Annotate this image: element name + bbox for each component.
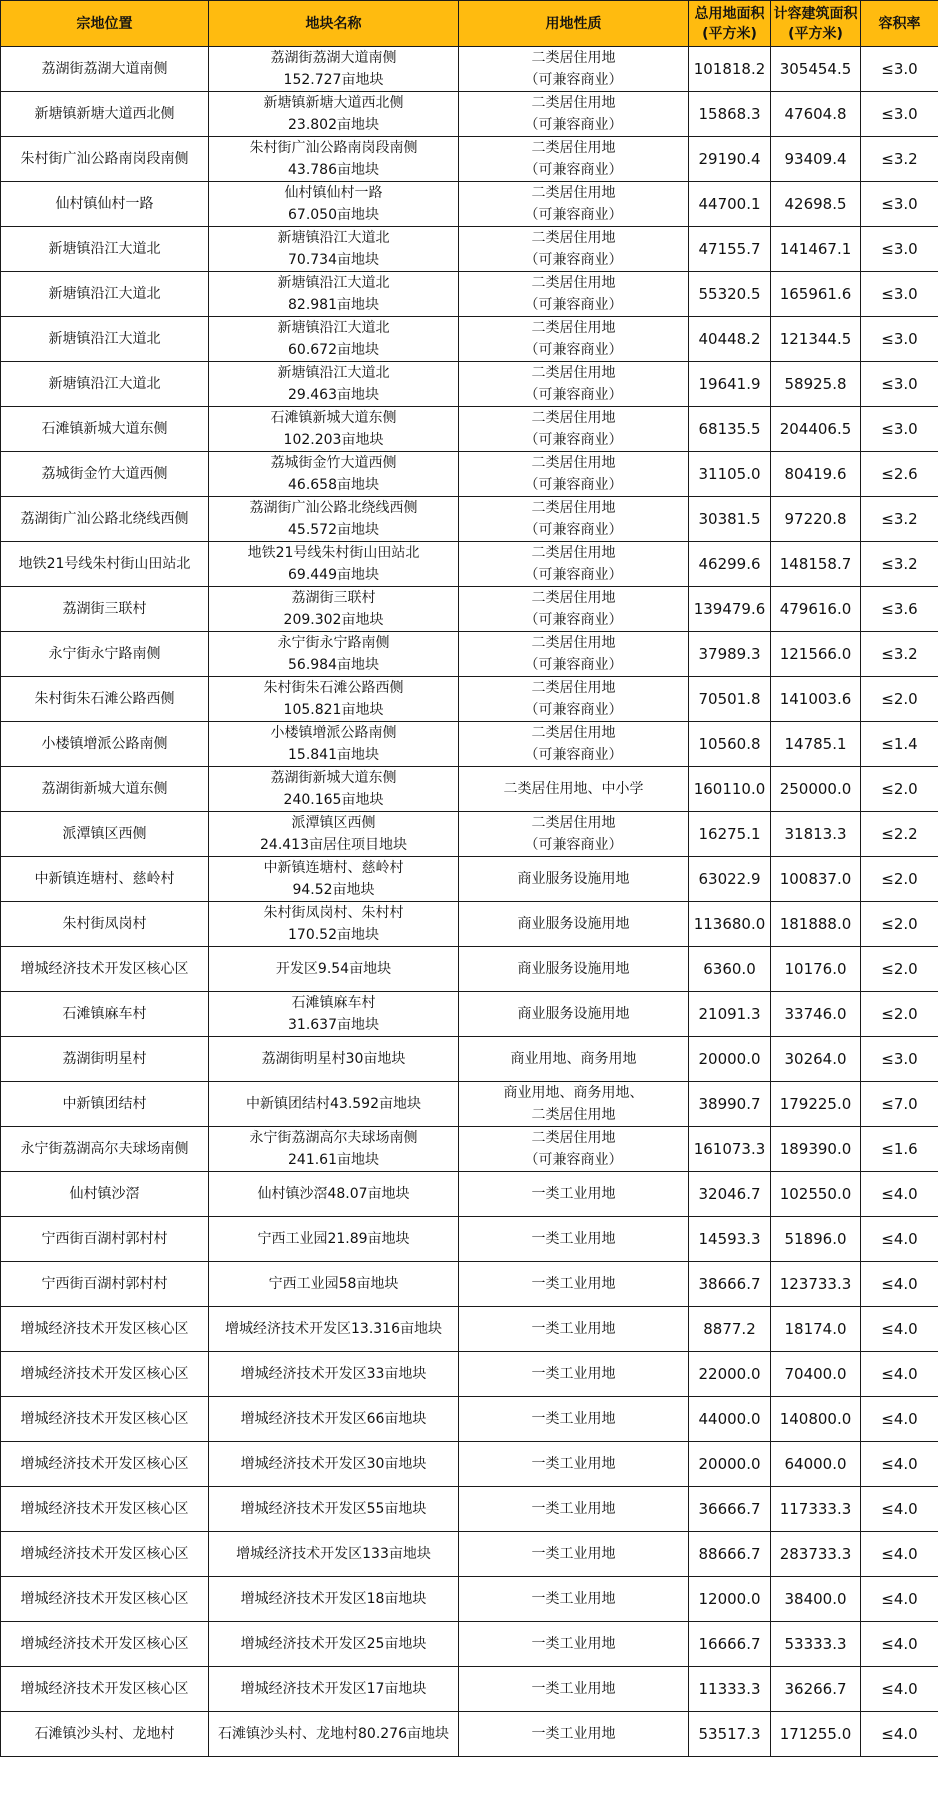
table-row (1, 767, 938, 812)
cell-plot-ratio: ≤2.2 (861, 812, 938, 857)
cell-land-use: 二类居住用地 （可兼容商业） (459, 542, 689, 587)
cell-location: 中新镇连塘村、慈岭村 (1, 857, 209, 902)
cell-total-area: 47155.7 (689, 227, 771, 272)
cell-total-area: 19641.9 (689, 362, 771, 407)
cell-land-use: 二类居住用地 （可兼容商业） (459, 227, 689, 272)
cell-parcel-name: 朱村街广汕公路南岗段南侧 43.786亩地块 (209, 137, 459, 182)
cell-parcel-name: 荔湖街三联村 209.302亩地块 (209, 587, 459, 632)
cell-land-use: 一类工业用地 (459, 1487, 689, 1532)
cell-floor-area: 31813.3 (771, 812, 861, 857)
cell-total-area: 113680.0 (689, 902, 771, 947)
cell-parcel-name: 荔城街金竹大道西侧 46.658亩地块 (209, 452, 459, 497)
cell-total-area: 161073.3 (689, 1127, 771, 1172)
cell-land-use: 二类居住用地 （可兼容商业） (459, 632, 689, 677)
cell-location: 新塘镇沿江大道北 (1, 227, 209, 272)
table-row (1, 497, 938, 542)
cell-location: 中新镇团结村 (1, 1082, 209, 1127)
cell-land-use: 一类工业用地 (459, 1217, 689, 1262)
table-row (1, 1667, 938, 1712)
cell-land-use: 二类居住用地 （可兼容商业） (459, 497, 689, 542)
table-row (1, 407, 938, 452)
cell-location: 增城经济技术开发区核心区 (1, 1577, 209, 1622)
cell-location: 永宁街永宁路南侧 (1, 632, 209, 677)
cell-plot-ratio: ≤2.0 (861, 947, 938, 992)
cell-location: 荔湖街广汕公路北绕线西侧 (1, 497, 209, 542)
cell-floor-area: 42698.5 (771, 182, 861, 227)
table-row (1, 1487, 938, 1532)
table-row (1, 1172, 938, 1217)
cell-total-area: 38990.7 (689, 1082, 771, 1127)
cell-floor-area: 189390.0 (771, 1127, 861, 1172)
cell-parcel-name: 荔湖街广汕公路北绕线西侧 45.572亩地块 (209, 497, 459, 542)
cell-land-use: 二类居住用地 （可兼容商业） (459, 137, 689, 182)
cell-location: 石滩镇麻车村 (1, 992, 209, 1037)
cell-parcel-name: 新塘镇沿江大道北 82.981亩地块 (209, 272, 459, 317)
cell-floor-area: 64000.0 (771, 1442, 861, 1487)
table-row (1, 1442, 938, 1487)
cell-total-area: 53517.3 (689, 1712, 771, 1757)
cell-location: 荔湖街荔湖大道南侧 (1, 47, 209, 92)
cell-floor-area: 140800.0 (771, 1397, 861, 1442)
cell-parcel-name: 增城经济技术开发区133亩地块 (209, 1532, 459, 1577)
table-row (1, 47, 938, 92)
cell-parcel-name: 中新镇连塘村、慈岭村 94.52亩地块 (209, 857, 459, 902)
cell-plot-ratio: ≤3.0 (861, 362, 938, 407)
cell-parcel-name: 开发区9.54亩地块 (209, 947, 459, 992)
cell-location: 新塘镇新塘大道西北侧 (1, 92, 209, 137)
cell-plot-ratio: ≤3.2 (861, 497, 938, 542)
cell-floor-area: 181888.0 (771, 902, 861, 947)
cell-floor-area: 305454.5 (771, 47, 861, 92)
table-row (1, 632, 938, 677)
cell-floor-area: 117333.3 (771, 1487, 861, 1532)
cell-floor-area: 121566.0 (771, 632, 861, 677)
cell-plot-ratio: ≤2.0 (861, 857, 938, 902)
cell-total-area: 20000.0 (689, 1037, 771, 1082)
cell-location: 荔湖街明星村 (1, 1037, 209, 1082)
cell-location: 新塘镇沿江大道北 (1, 272, 209, 317)
cell-plot-ratio: ≤3.0 (861, 272, 938, 317)
cell-total-area: 101818.2 (689, 47, 771, 92)
cell-parcel-name: 朱村街朱石滩公路西侧 105.821亩地块 (209, 677, 459, 722)
cell-land-use: 一类工业用地 (459, 1577, 689, 1622)
table-row (1, 452, 938, 497)
cell-floor-area: 148158.7 (771, 542, 861, 587)
cell-total-area: 16666.7 (689, 1622, 771, 1667)
cell-land-use: 二类居住用地 （可兼容商业） (459, 407, 689, 452)
cell-plot-ratio: ≤1.6 (861, 1127, 938, 1172)
cell-location: 朱村街凤岗村 (1, 902, 209, 947)
table-row (1, 182, 938, 227)
cell-parcel-name: 派潭镇区西侧 24.413亩居住项目地块 (209, 812, 459, 857)
cell-location: 永宁街荔湖高尔夫球场南侧 (1, 1127, 209, 1172)
cell-land-use: 二类居住用地 （可兼容商业） (459, 317, 689, 362)
cell-parcel-name: 宁西工业园58亩地块 (209, 1262, 459, 1307)
cell-plot-ratio: ≤2.0 (861, 902, 938, 947)
cell-location: 宁西街百湖村郭村村 (1, 1217, 209, 1262)
cell-plot-ratio: ≤3.0 (861, 92, 938, 137)
table-row (1, 362, 938, 407)
cell-parcel-name: 增城经济技术开发区55亩地块 (209, 1487, 459, 1532)
cell-parcel-name: 荔湖街明星村30亩地块 (209, 1037, 459, 1082)
cell-land-use: 一类工业用地 (459, 1532, 689, 1577)
table-row (1, 272, 938, 317)
cell-land-use: 一类工业用地 (459, 1262, 689, 1307)
cell-plot-ratio: ≤4.0 (861, 1262, 938, 1307)
cell-total-area: 40448.2 (689, 317, 771, 362)
cell-plot-ratio: ≤4.0 (861, 1577, 938, 1622)
cell-parcel-name: 永宁街永宁路南侧 56.984亩地块 (209, 632, 459, 677)
cell-total-area: 14593.3 (689, 1217, 771, 1262)
cell-location: 荔湖街三联村 (1, 587, 209, 632)
table-row (1, 1532, 938, 1577)
cell-floor-area: 97220.8 (771, 497, 861, 542)
cell-plot-ratio: ≤3.2 (861, 137, 938, 182)
cell-land-use: 商业服务设施用地 (459, 992, 689, 1037)
table-row (1, 1622, 938, 1667)
cell-location: 增城经济技术开发区核心区 (1, 1442, 209, 1487)
cell-parcel-name: 增城经济技术开发区66亩地块 (209, 1397, 459, 1442)
cell-total-area: 37989.3 (689, 632, 771, 677)
cell-location: 增城经济技术开发区核心区 (1, 1667, 209, 1712)
cell-location: 地铁21号线朱村街山田站北 (1, 542, 209, 587)
cell-total-area: 31105.0 (689, 452, 771, 497)
table-row (1, 812, 938, 857)
cell-total-area: 88666.7 (689, 1532, 771, 1577)
cell-location: 增城经济技术开发区核心区 (1, 1622, 209, 1667)
header-total-area: 总用地面积 (平方米) (689, 1, 771, 47)
table-row (1, 947, 938, 992)
cell-plot-ratio: ≤4.0 (861, 1667, 938, 1712)
cell-location: 新塘镇沿江大道北 (1, 317, 209, 362)
cell-parcel-name: 中新镇团结村43.592亩地块 (209, 1082, 459, 1127)
cell-land-use: 一类工业用地 (459, 1667, 689, 1712)
cell-total-area: 8877.2 (689, 1307, 771, 1352)
header-floor-area: 计容建筑面积 (平方米) (771, 1, 861, 47)
table-row (1, 992, 938, 1037)
cell-plot-ratio: ≤3.0 (861, 227, 938, 272)
cell-land-use: 二类居住用地 （可兼容商业） (459, 677, 689, 722)
cell-land-use: 二类居住用地 （可兼容商业） (459, 362, 689, 407)
cell-floor-area: 141467.1 (771, 227, 861, 272)
table-row (1, 677, 938, 722)
table-row (1, 1712, 938, 1757)
cell-land-use: 二类居住用地 （可兼容商业） (459, 722, 689, 767)
cell-floor-area: 18174.0 (771, 1307, 861, 1352)
cell-total-area: 11333.3 (689, 1667, 771, 1712)
cell-plot-ratio: ≤1.4 (861, 722, 938, 767)
cell-land-use: 二类居住用地 （可兼容商业） (459, 182, 689, 227)
cell-floor-area: 14785.1 (771, 722, 861, 767)
cell-location: 朱村街广汕公路南岗段南侧 (1, 137, 209, 182)
cell-total-area: 32046.7 (689, 1172, 771, 1217)
cell-land-use: 一类工业用地 (459, 1397, 689, 1442)
cell-land-use: 二类居住用地 （可兼容商业） (459, 92, 689, 137)
cell-land-use: 商业用地、商务用地、 二类居住用地 (459, 1082, 689, 1127)
cell-floor-area: 38400.0 (771, 1577, 861, 1622)
cell-parcel-name: 增城经济技术开发区18亩地块 (209, 1577, 459, 1622)
table-row (1, 317, 938, 362)
cell-floor-area: 123733.3 (771, 1262, 861, 1307)
cell-floor-area: 171255.0 (771, 1712, 861, 1757)
cell-floor-area: 80419.6 (771, 452, 861, 497)
cell-total-area: 68135.5 (689, 407, 771, 452)
cell-total-area: 16275.1 (689, 812, 771, 857)
table-row (1, 542, 938, 587)
cell-total-area: 46299.6 (689, 542, 771, 587)
cell-plot-ratio: ≤4.0 (861, 1352, 938, 1397)
cell-total-area: 36666.7 (689, 1487, 771, 1532)
cell-floor-area: 141003.6 (771, 677, 861, 722)
cell-parcel-name: 荔湖街新城大道东侧 240.165亩地块 (209, 767, 459, 812)
cell-plot-ratio: ≤3.0 (861, 182, 938, 227)
cell-plot-ratio: ≤3.0 (861, 407, 938, 452)
cell-parcel-name: 石滩镇麻车村 31.637亩地块 (209, 992, 459, 1037)
cell-floor-area: 283733.3 (771, 1532, 861, 1577)
table-row (1, 857, 938, 902)
cell-plot-ratio: ≤3.2 (861, 542, 938, 587)
table-row (1, 1577, 938, 1622)
cell-floor-area: 204406.5 (771, 407, 861, 452)
cell-total-area: 160110.0 (689, 767, 771, 812)
table-row (1, 1127, 938, 1172)
cell-parcel-name: 增城经济技术开发区30亩地块 (209, 1442, 459, 1487)
cell-plot-ratio: ≤2.6 (861, 452, 938, 497)
cell-land-use: 二类居住用地 （可兼容商业） (459, 812, 689, 857)
cell-parcel-name: 小楼镇增派公路南侧 15.841亩地块 (209, 722, 459, 767)
table-row (1, 722, 938, 767)
cell-plot-ratio: ≤3.0 (861, 317, 938, 362)
cell-plot-ratio: ≤4.0 (861, 1487, 938, 1532)
cell-land-use: 二类居住用地 （可兼容商业） (459, 587, 689, 632)
table-row (1, 1307, 938, 1352)
cell-land-use: 商业服务设施用地 (459, 947, 689, 992)
cell-floor-area: 100837.0 (771, 857, 861, 902)
header-land-use: 用地性质 (459, 1, 689, 47)
cell-parcel-name: 朱村街凤岗村、朱村村 170.52亩地块 (209, 902, 459, 947)
cell-location: 石滩镇新城大道东侧 (1, 407, 209, 452)
cell-land-use: 二类居住用地 （可兼容商业） (459, 47, 689, 92)
cell-parcel-name: 石滩镇新城大道东侧 102.203亩地块 (209, 407, 459, 452)
cell-land-use: 二类居住用地 （可兼容商业） (459, 272, 689, 317)
cell-parcel-name: 增城经济技术开发区25亩地块 (209, 1622, 459, 1667)
cell-location: 增城经济技术开发区核心区 (1, 947, 209, 992)
cell-floor-area: 121344.5 (771, 317, 861, 362)
table-row (1, 1217, 938, 1262)
cell-plot-ratio: ≤4.0 (861, 1442, 938, 1487)
cell-land-use: 二类居住用地 （可兼容商业） (459, 1127, 689, 1172)
cell-total-area: 55320.5 (689, 272, 771, 317)
table-row (1, 587, 938, 632)
cell-floor-area: 36266.7 (771, 1667, 861, 1712)
table-row (1, 1037, 938, 1082)
cell-land-use: 商业服务设施用地 (459, 857, 689, 902)
cell-plot-ratio: ≤4.0 (861, 1397, 938, 1442)
cell-plot-ratio: ≤2.0 (861, 767, 938, 812)
cell-floor-area: 179225.0 (771, 1082, 861, 1127)
cell-parcel-name: 增城经济技术开发区17亩地块 (209, 1667, 459, 1712)
cell-location: 派潭镇区西侧 (1, 812, 209, 857)
cell-land-use: 一类工业用地 (459, 1712, 689, 1757)
cell-location: 增城经济技术开发区核心区 (1, 1307, 209, 1352)
cell-location: 仙村镇仙村一路 (1, 182, 209, 227)
cell-parcel-name: 荔湖街荔湖大道南侧 152.727亩地块 (209, 47, 459, 92)
table-row (1, 902, 938, 947)
table-row (1, 1262, 938, 1307)
table-row (1, 227, 938, 272)
cell-floor-area: 33746.0 (771, 992, 861, 1037)
cell-floor-area: 479616.0 (771, 587, 861, 632)
cell-parcel-name: 增城经济技术开发区33亩地块 (209, 1352, 459, 1397)
cell-location: 增城经济技术开发区核心区 (1, 1397, 209, 1442)
cell-total-area: 70501.8 (689, 677, 771, 722)
cell-total-area: 38666.7 (689, 1262, 771, 1307)
cell-land-use: 一类工业用地 (459, 1307, 689, 1352)
cell-plot-ratio: ≤4.0 (861, 1307, 938, 1352)
cell-plot-ratio: ≤4.0 (861, 1172, 938, 1217)
cell-plot-ratio: ≤4.0 (861, 1217, 938, 1262)
cell-total-area: 15868.3 (689, 92, 771, 137)
cell-location: 宁西街百湖村郭村村 (1, 1262, 209, 1307)
cell-location: 荔城街金竹大道西侧 (1, 452, 209, 497)
cell-total-area: 30381.5 (689, 497, 771, 542)
header-location: 宗地位置 (1, 1, 209, 47)
cell-floor-area: 165961.6 (771, 272, 861, 317)
cell-parcel-name: 地铁21号线朱村街山田站北 69.449亩地块 (209, 542, 459, 587)
cell-total-area: 22000.0 (689, 1352, 771, 1397)
cell-plot-ratio: ≤4.0 (861, 1712, 938, 1757)
cell-parcel-name: 增城经济技术开发区13.316亩地块 (209, 1307, 459, 1352)
cell-floor-area: 93409.4 (771, 137, 861, 182)
cell-floor-area: 250000.0 (771, 767, 861, 812)
table-row (1, 137, 938, 182)
cell-parcel-name: 新塘镇新塘大道西北侧 23.802亩地块 (209, 92, 459, 137)
cell-total-area: 12000.0 (689, 1577, 771, 1622)
cell-location: 增城经济技术开发区核心区 (1, 1532, 209, 1577)
cell-plot-ratio: ≤7.0 (861, 1082, 938, 1127)
cell-parcel-name: 新塘镇沿江大道北 70.734亩地块 (209, 227, 459, 272)
cell-plot-ratio: ≤3.0 (861, 47, 938, 92)
cell-parcel-name: 石滩镇沙头村、龙地村80.276亩地块 (209, 1712, 459, 1757)
cell-location: 增城经济技术开发区核心区 (1, 1487, 209, 1532)
cell-location: 小楼镇增派公路南侧 (1, 722, 209, 767)
cell-location: 荔湖街新城大道东侧 (1, 767, 209, 812)
header-parcel-name: 地块名称 (209, 1, 459, 47)
cell-parcel-name: 新塘镇沿江大道北 29.463亩地块 (209, 362, 459, 407)
cell-location: 增城经济技术开发区核心区 (1, 1352, 209, 1397)
cell-land-use: 二类居住用地 （可兼容商业） (459, 452, 689, 497)
cell-floor-area: 58925.8 (771, 362, 861, 407)
cell-total-area: 20000.0 (689, 1442, 771, 1487)
table-row (1, 1082, 938, 1127)
header-plot-ratio: 容积率 (861, 1, 938, 47)
table-row (1, 92, 938, 137)
cell-floor-area: 47604.8 (771, 92, 861, 137)
cell-land-use: 一类工业用地 (459, 1442, 689, 1487)
cell-plot-ratio: ≤4.0 (861, 1532, 938, 1577)
cell-floor-area: 70400.0 (771, 1352, 861, 1397)
cell-land-use: 二类居住用地、中小学 (459, 767, 689, 812)
cell-total-area: 21091.3 (689, 992, 771, 1037)
cell-land-use: 商业服务设施用地 (459, 902, 689, 947)
cell-land-use: 一类工业用地 (459, 1622, 689, 1667)
cell-total-area: 10560.8 (689, 722, 771, 767)
cell-floor-area: 10176.0 (771, 947, 861, 992)
cell-total-area: 63022.9 (689, 857, 771, 902)
cell-plot-ratio: ≤3.0 (861, 1037, 938, 1082)
cell-location: 石滩镇沙头村、龙地村 (1, 1712, 209, 1757)
cell-total-area: 139479.6 (689, 587, 771, 632)
cell-land-use: 一类工业用地 (459, 1352, 689, 1397)
cell-plot-ratio: ≤3.2 (861, 632, 938, 677)
cell-plot-ratio: ≤2.0 (861, 992, 938, 1037)
cell-location: 新塘镇沿江大道北 (1, 362, 209, 407)
cell-location: 朱村街朱石滩公路西侧 (1, 677, 209, 722)
cell-land-use: 商业用地、商务用地 (459, 1037, 689, 1082)
cell-location: 仙村镇沙滘 (1, 1172, 209, 1217)
cell-floor-area: 51896.0 (771, 1217, 861, 1262)
table-row (1, 1397, 938, 1442)
cell-plot-ratio: ≤4.0 (861, 1622, 938, 1667)
cell-plot-ratio: ≤3.6 (861, 587, 938, 632)
cell-total-area: 44000.0 (689, 1397, 771, 1442)
cell-total-area: 44700.1 (689, 182, 771, 227)
cell-total-area: 29190.4 (689, 137, 771, 182)
cell-land-use: 一类工业用地 (459, 1172, 689, 1217)
cell-parcel-name: 宁西工业园21.89亩地块 (209, 1217, 459, 1262)
cell-floor-area: 102550.0 (771, 1172, 861, 1217)
table-row (1, 1352, 938, 1397)
cell-total-area: 6360.0 (689, 947, 771, 992)
cell-plot-ratio: ≤2.0 (861, 677, 938, 722)
cell-parcel-name: 仙村镇仙村一路 67.050亩地块 (209, 182, 459, 227)
cell-parcel-name: 仙村镇沙滘48.07亩地块 (209, 1172, 459, 1217)
cell-floor-area: 53333.3 (771, 1622, 861, 1667)
header-row (1, 1, 938, 47)
cell-floor-area: 30264.0 (771, 1037, 861, 1082)
cell-parcel-name: 新塘镇沿江大道北 60.672亩地块 (209, 317, 459, 362)
cell-parcel-name: 永宁街荔湖高尔夫球场南侧 241.61亩地块 (209, 1127, 459, 1172)
